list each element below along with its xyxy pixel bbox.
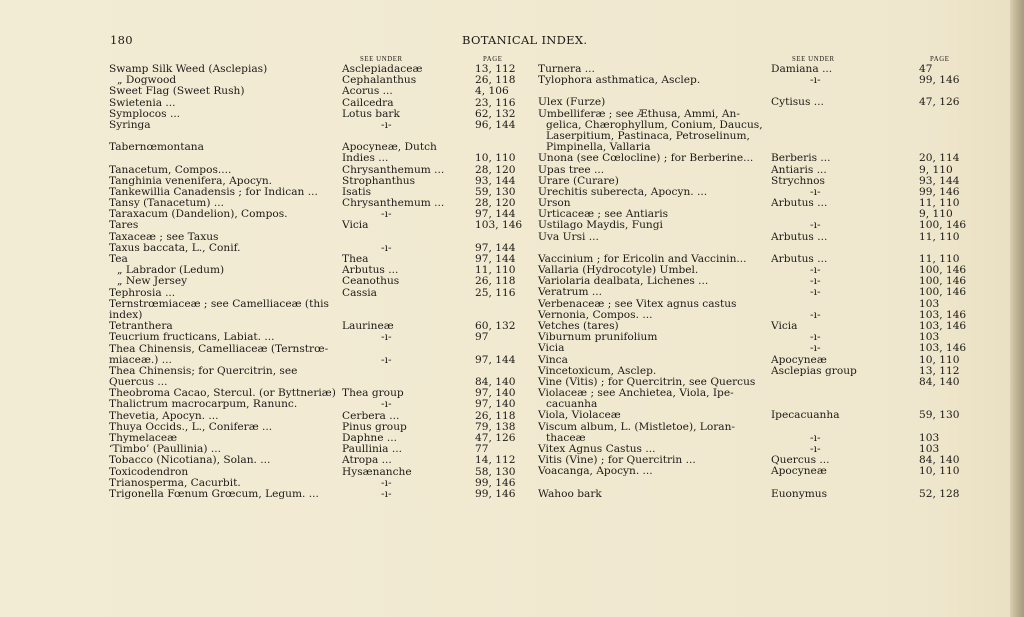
page-ref: 4, 106 xyxy=(475,85,509,98)
see-under-ref: Quercus ... xyxy=(771,454,830,467)
ditto-mark: -ı- xyxy=(810,74,821,87)
page-ref: 25, 116 xyxy=(475,286,516,299)
page-ref: 23, 116 xyxy=(475,96,516,109)
index-entry xyxy=(109,276,521,287)
see-under-ref: Paullinia ... xyxy=(342,443,402,456)
ditto-mark: -ı- xyxy=(381,476,392,489)
index-entry xyxy=(109,153,521,164)
entry-term: Violaceæ ; see Anchietea, Viola, Ipe- xyxy=(538,387,734,400)
entry-term: Verbenaceæ ; see Vitex agnus castus xyxy=(538,297,737,310)
see-under-ref: Antiaris ... xyxy=(771,163,827,176)
page-ref: 14, 112 xyxy=(475,454,516,467)
page-ref: 97, 144 xyxy=(475,253,516,265)
see-under-ref: Asclepias group xyxy=(771,364,857,377)
page-ref: 100, 146 xyxy=(919,219,967,232)
page-ref: 79, 138 xyxy=(475,420,516,433)
entry-term: Vaccinium ; for Ericolin and Vaccinin... xyxy=(538,252,747,265)
index-entry xyxy=(538,287,974,298)
see-under-ref: Acorus ... xyxy=(342,85,393,98)
page-ref: 103, 146 xyxy=(475,219,523,232)
entry-term: Taxaceæ ; see Taxus xyxy=(109,230,219,243)
entry-term: Tansy (Tanacetum) ... xyxy=(109,197,224,210)
page-ref: 99, 146 xyxy=(475,476,516,489)
page-ref: 11, 110 xyxy=(919,252,960,265)
see-under-ref: Apocyneæ, Dutch xyxy=(342,141,437,154)
entry-term: Taxus baccata, L., Conif. xyxy=(109,241,241,254)
ditto-mark: -ı- xyxy=(810,308,821,321)
page-ref: 103, 146 xyxy=(919,319,967,332)
entry-term: Vicia xyxy=(538,342,565,355)
entry-term: Tanghinia venenifera, Apocyn. xyxy=(109,174,273,187)
page-ref: 84, 140 xyxy=(919,454,960,467)
see-under-ref: Arbutus ... xyxy=(771,252,828,265)
ditto-mark: -ı- xyxy=(381,487,392,500)
see-under-ref: Chrysanthemum ... xyxy=(342,197,445,210)
ditto-mark: -ı- xyxy=(381,331,392,344)
ditto-mark: -ı- xyxy=(810,275,821,288)
see-under-ref: Apocyneæ xyxy=(771,353,827,366)
page-ref: 77 xyxy=(475,443,489,456)
index-entry xyxy=(109,220,521,231)
page-number: 180 xyxy=(110,33,133,47)
index-entry xyxy=(538,97,974,108)
entry-term: Vitex Agnus Castus ... xyxy=(538,443,656,455)
ditto-mark: -ı- xyxy=(810,342,821,355)
entry-term: Swamp Silk Weed (Asclepias) xyxy=(109,63,268,75)
index-entry xyxy=(538,466,974,477)
see-under-ref: Laurineæ xyxy=(342,320,394,333)
entry-term: Urare (Curare) xyxy=(538,174,619,187)
entry-term: Trigonella Fœnum Grœcum, Legum. ... xyxy=(109,487,319,500)
entry-term: Thymelaceæ xyxy=(109,432,178,444)
page-ref: 97, 144 xyxy=(475,208,516,221)
see-under-ref: Cailcedra xyxy=(342,96,394,109)
index-entry xyxy=(538,153,974,164)
page-ref: 103 xyxy=(919,431,940,444)
entry-term: Viola, Violaceæ xyxy=(538,409,621,422)
entry-term: Variolaria dealbata, Lichenes ... xyxy=(538,275,709,288)
entry-term: index) xyxy=(109,308,143,321)
page-ref: 47, 126 xyxy=(475,432,516,444)
page-ref: 58, 130 xyxy=(475,465,516,478)
ditto-mark: -ı- xyxy=(381,353,392,366)
page-ref: 103 xyxy=(919,443,940,455)
page-ref: 93, 144 xyxy=(919,174,960,187)
entry-term: Tanacetum, Compos.... xyxy=(109,163,232,176)
entry-term: Veratrum ... xyxy=(538,286,602,299)
index-entry xyxy=(538,355,974,366)
see-under-ref: Thea xyxy=(342,253,369,265)
entry-term: Symplocos ... xyxy=(109,107,181,120)
index-entry xyxy=(109,109,521,120)
entry-term: Urson xyxy=(538,197,571,210)
see-under-ref: Arbutus ... xyxy=(342,264,399,277)
entry-term: Unona (see Cœlocline) ; for Berberine... xyxy=(538,152,754,165)
page-ref: 28, 120 xyxy=(475,163,516,176)
page-title: BOTANICAL INDEX. xyxy=(462,33,588,47)
entry-term: Tylophora asthmatica, Asclep. xyxy=(538,74,701,87)
see-under-ref: Hysænanche xyxy=(342,465,412,478)
index-entry xyxy=(538,187,974,198)
page-ref: 97, 140 xyxy=(475,387,516,400)
see-under-ref: Arbutus ... xyxy=(771,197,828,210)
page-ref: 84, 140 xyxy=(919,375,960,388)
page-ref: 9, 110 xyxy=(919,163,953,176)
entry-term: Thea Chinensis; for Quercitrin, see xyxy=(109,364,298,377)
left-page-caption: PAGE xyxy=(483,56,503,63)
index-entry xyxy=(109,366,521,377)
entry-term: Vernonia, Compos. ... xyxy=(538,308,653,321)
see-under-ref: Ipecacuanha xyxy=(771,409,840,422)
index-entry xyxy=(109,455,521,466)
page-ref: 10, 110 xyxy=(475,152,516,165)
page-ref: 26, 118 xyxy=(475,275,516,288)
index-entry xyxy=(109,332,521,343)
see-under-ref: Euonymus xyxy=(771,487,828,500)
page-ref: 11, 110 xyxy=(919,230,960,243)
see-under-ref: Daphne ... xyxy=(342,432,397,444)
page-ref: 11, 110 xyxy=(919,197,960,210)
page-ref: 99, 146 xyxy=(919,185,960,198)
page-ref: 103, 146 xyxy=(919,342,967,355)
see-under-ref: Apocyneæ xyxy=(771,465,827,478)
entry-term: miaceæ.) ... xyxy=(109,353,172,366)
page-edge xyxy=(1010,0,1024,617)
right-index-column xyxy=(538,64,974,500)
entry-term: Theobroma Cacao, Stercul. (or Byttneriæ) xyxy=(109,387,336,400)
page-ref: 84, 140 xyxy=(475,376,516,389)
page-ref: 103 xyxy=(919,331,940,344)
page-ref: 47, 126 xyxy=(919,96,960,109)
page-ref: 60, 132 xyxy=(475,320,516,333)
page-ref: 97 xyxy=(475,331,489,344)
index-entry xyxy=(538,165,974,176)
index-entry xyxy=(109,120,521,131)
entry-term: Vitis (Vine) ; for Quercitrin ... xyxy=(538,454,696,467)
ditto-mark: -ı- xyxy=(381,208,392,221)
ditto-mark: -ı- xyxy=(810,286,821,299)
page-ref: 13, 112 xyxy=(475,63,516,75)
right-page-caption: PAGE xyxy=(930,56,950,63)
right-see-under-caption: SEE UNDER xyxy=(792,56,835,63)
entry-term: Umbelliferæ ; see Æthusa, Ammi, An- xyxy=(538,107,740,120)
page-ref: 52, 128 xyxy=(919,487,960,500)
see-under-ref: Cerbera ... xyxy=(342,409,400,422)
index-entry xyxy=(538,232,974,243)
index-entry xyxy=(538,220,974,231)
entry-term: Laserpitium, Pastinaca, Petroselinum, xyxy=(546,129,750,142)
see-under-ref: Indies ... xyxy=(342,152,389,165)
entry-term: Viscum album, L. (Mistletoe), Loran- xyxy=(538,420,736,433)
ditto-mark: -ı- xyxy=(810,331,821,344)
entry-term: Vincetoxicum, Asclep. xyxy=(538,364,657,377)
index-entry xyxy=(109,165,521,176)
index-entry xyxy=(109,209,521,220)
entry-term: „ Dogwood xyxy=(117,74,177,87)
see-under-ref: Lotus bark xyxy=(342,107,400,120)
see-under-ref: Arbutus ... xyxy=(771,230,828,243)
entry-term: Thevetia, Apocyn. ... xyxy=(109,409,219,422)
index-entry xyxy=(109,243,521,254)
entry-term: Thuya Occids., L., Coniferæ ... xyxy=(109,420,273,433)
page-ref: 10, 110 xyxy=(919,353,960,366)
index-entry xyxy=(538,489,974,500)
entry-term: Tephrosia ... xyxy=(109,286,176,299)
page-ref: 103, 146 xyxy=(919,308,967,321)
see-under-ref: Strychnos xyxy=(771,174,825,187)
page-ref: 59, 130 xyxy=(919,409,960,422)
see-under-ref: Thea group xyxy=(342,387,404,400)
see-under-ref: Berberis ... xyxy=(771,152,831,165)
page-ref: 99, 146 xyxy=(919,74,960,87)
index-entry xyxy=(109,489,521,500)
page-ref: 26, 118 xyxy=(475,74,516,87)
page-ref: 11, 110 xyxy=(475,264,516,277)
page-ref: 59, 130 xyxy=(475,185,516,198)
index-entry xyxy=(109,86,521,97)
entry-term: Uva Ursi ... xyxy=(538,230,599,243)
entry-term: Tares xyxy=(109,219,139,232)
page-ref: 28, 120 xyxy=(475,197,516,210)
page-ref: 26, 118 xyxy=(475,409,516,422)
page-ref: 100, 146 xyxy=(919,275,967,288)
entry-term: Urechitis suberecta, Apocyn. ... xyxy=(538,185,708,198)
entry-term: Vetches (tares) xyxy=(538,319,619,332)
entry-term: Tea xyxy=(109,253,128,265)
see-under-ref: Cassia xyxy=(342,286,377,299)
entry-term: Thalictrum macrocarpum, Ranunc. xyxy=(109,398,298,411)
entry-term: Ulex (Furze) xyxy=(538,96,606,109)
left-index-column xyxy=(109,64,521,500)
entry-term: Toxicodendron xyxy=(109,465,189,478)
page-ref: 97, 140 xyxy=(475,398,516,411)
see-under-ref: Pinus group xyxy=(342,420,407,433)
page-ref: 100, 146 xyxy=(919,264,967,276)
see-under-ref: Ceanothus xyxy=(342,275,400,288)
entry-term: Viburnum prunifolium xyxy=(538,331,658,344)
ditto-mark: -ı- xyxy=(810,219,821,232)
entry-term: Syringa xyxy=(109,118,151,131)
page-ref: 99, 146 xyxy=(475,487,516,500)
see-under-ref: Vicia xyxy=(342,219,369,232)
index-entry xyxy=(109,344,521,355)
index-entry xyxy=(109,142,521,153)
ditto-mark: -ı- xyxy=(381,241,392,254)
entry-term: Sweet Flag (Sweet Rush) xyxy=(109,85,245,98)
page-ref: 103 xyxy=(919,297,940,310)
index-entry xyxy=(538,332,974,343)
ditto-mark: -ı- xyxy=(810,443,821,455)
see-under-ref: Cytisus ... xyxy=(771,96,824,109)
page-ref: 100, 146 xyxy=(919,286,967,299)
index-entry xyxy=(538,343,974,354)
entry-term: Urticaceæ ; see Antiaris xyxy=(538,208,669,221)
index-entry xyxy=(538,276,974,287)
index-entry xyxy=(109,299,521,310)
entry-term: Tankewillia Canadensis ; for Indican ... xyxy=(109,185,318,198)
page-ref: 97, 144 xyxy=(475,353,516,366)
entry-term: gelica, Chærophyllum, Conium, Daucus, xyxy=(546,118,763,131)
entry-term: Voacanga, Apocyn. ... xyxy=(538,465,653,478)
entry-term: Swietenia ... xyxy=(109,96,176,109)
see-under-ref: Atropa ... xyxy=(342,454,392,467)
entry-term: „ New Jersey xyxy=(117,275,188,288)
index-entry xyxy=(538,75,974,86)
page-ref: 96, 144 xyxy=(475,118,516,131)
see-under-ref: Chrysanthemum ... xyxy=(342,163,445,176)
entry-term: Vallaria (Hydrocotyle) Umbel. xyxy=(538,264,699,276)
see-under-ref: Strophanthus xyxy=(342,174,416,187)
see-under-ref: Asclepiadaceæ xyxy=(342,63,423,75)
see-under-ref: Damiana ... xyxy=(771,63,833,75)
page-ref: 97, 144 xyxy=(475,241,516,254)
entry-term: Tetranthera xyxy=(109,320,173,333)
entry-term: Tobacco (Nicotiana), Solan. ... xyxy=(109,454,271,467)
entry-term: cacuanha xyxy=(546,398,598,411)
ditto-mark: -ı- xyxy=(810,185,821,198)
entry-term: Wahoo bark xyxy=(538,487,602,500)
entry-term: Tabernœmontana xyxy=(109,141,204,154)
see-under-ref: Vicia xyxy=(771,319,798,332)
index-entry xyxy=(538,388,974,399)
index-entry xyxy=(538,410,974,421)
entry-term: Vinca xyxy=(538,353,568,366)
entry-term: ‘Timbo’ (Paullinia) ... xyxy=(109,443,221,456)
entry-term: Teucrium fructicans, Labiat. ... xyxy=(109,331,275,344)
see-under-ref: Isatis xyxy=(342,185,372,198)
page-ref: 62, 132 xyxy=(475,107,516,120)
entry-term: thaceæ xyxy=(546,431,586,444)
page-ref: 13, 112 xyxy=(919,364,960,377)
index-entry xyxy=(538,422,974,433)
entry-term: Turnera ... xyxy=(538,63,595,75)
see-under-ref: Cephalanthus xyxy=(342,74,417,87)
page-ref: 47 xyxy=(919,63,933,75)
ditto-mark: -ı- xyxy=(810,264,821,276)
ditto-mark: -ı- xyxy=(810,431,821,444)
entry-term: Quercus ... xyxy=(109,376,168,389)
page-ref: 10, 110 xyxy=(919,465,960,478)
entry-term: Vine (Vitis) ; for Quercitrin, see Quercus xyxy=(538,375,756,388)
entry-term: Pimpinella, Vallaria xyxy=(546,141,651,154)
entry-term: „ Labrador (Ledum) xyxy=(117,264,225,277)
index-entry xyxy=(109,399,521,410)
ditto-mark: -ı- xyxy=(381,398,392,411)
left-see-under-caption: SEE UNDER xyxy=(360,56,403,63)
entry-term: Ustilago Maydis, Fungi xyxy=(538,219,663,232)
page-ref: 93, 144 xyxy=(475,174,516,187)
entry-term: Trianosperma, Cacurbit. xyxy=(109,476,241,489)
entry-term: Thea Chinensis, Camelliaceæ (Ternstrœ- xyxy=(109,342,329,355)
page-ref: 9, 110 xyxy=(919,208,953,221)
entry-term: Upas tree ... xyxy=(538,163,605,176)
entry-term: Taraxacum (Dandelion), Compos. xyxy=(109,208,288,221)
entry-term: Ternstrœmiaceæ ; see Camelliaceæ (this xyxy=(109,297,329,310)
ditto-mark: -ı- xyxy=(381,118,392,131)
page-ref: 20, 114 xyxy=(919,152,960,165)
